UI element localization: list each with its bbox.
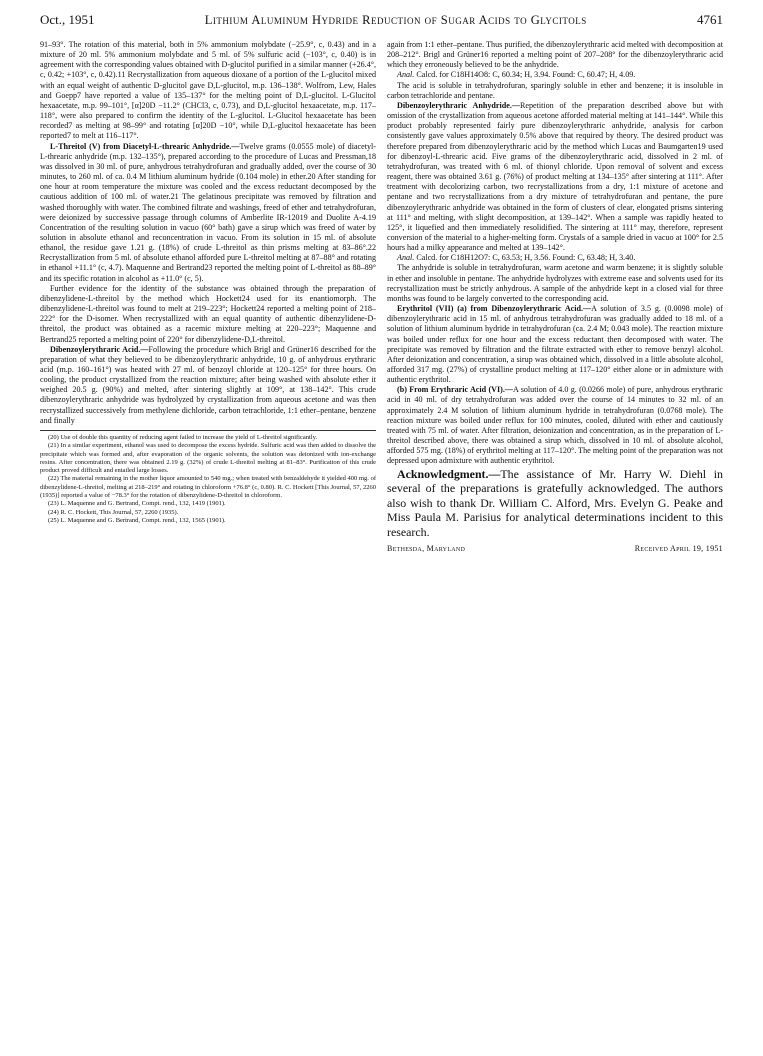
footnote: (25) L. Maquenne and G. Bertrand, Compt. rend., 132, 1565 (1901). [48,516,226,524]
analysis [387,253,723,263]
section-text: Twelve grams (0.0555 mole) of diacetyl-L-threaric anhydride (m.p. 132–135°), prepared according to the procedure of Lucas and Pressman,18 was dissolved in 30 ml. of pure, anhydrous tetrahydrofuran and gradually added, over the course of 30 minutes, to 260 ml. of ca. 0.4 M lithium aluminum hydride (0.104 mole) in ether.20 After standing for one hour at room temperature the mixture was cooled and the excess reductant decomposed by the cautious addition of 100 ml. of water.21 The gelatinous precipitate was removed by filtration and washed thoroughly with water. The combined filtrate and washings, freed of ether and tetrahydrofuran, were deionized by successive passage through columns of Amberlite IR-12019 and Duolite A-4.19 Concentration of the resulting solution in vacuo (60° bath) gave a sirup which was freed of water by solution in absolute ethanol and reconcentration in vacuo. From its solution in 15 ml. of absolute ethanol, the residue gave 1.21 g. (18%) of crude L-threitol as thin prisms melting at 83–86°.22 Recrystallization from 5 ml. of absolute ethanol afforded pure L-threitol melting at 87–88° and rotating in ethanol +11.1° (c, 4.7). Maquenne and Bertrand23 reported the melting point of L-threitol as 88–89° and its specific rotation in alcohol as +11.0° (c, 5). [40,141,376,283]
section-heading: (b) From Erythraric Acid (VI).— [397,385,513,395]
footnotes [40,430,376,525]
anhydride-section [387,101,723,253]
threitol-section [40,142,376,284]
section-heading: Erythritol (VII) (a) from Dibenzoylerythraric Acid.— [397,304,592,314]
running-header [40,12,723,34]
left-column [40,40,376,525]
section-text: A solution of 4.0 g. (0.0266 mole) of pure, anhydrous erythraric acid in 40 ml. of dry tetrahydrofuran was added over the course of 14 minutes to 32 ml. of an approximately 2.4 M solution of lithium aluminum hydride in tetrahydrofuran (0.0768 mole). The reaction mixture was boiled under reflux for 100 minutes, cooled, diluted with ether and cautiously treated with 75 ml. of water. After filtration, deionization and concentration, as in the preparation of L-threitol described above, there was obtained a sirup which, dissolved in 10 ml. of absolute alcohol, afforded 575 mg. (18%) of erythritol melting at 117–120°. The melting point of the preparation was not depressed upon admixture with authentic erythritol. [387,385,723,466]
erythritol-a-section [387,304,723,385]
erythritol-b-section [387,385,723,466]
acknowledgment [387,467,723,540]
anal-text: Calcd. for C18H12O7: C, 63.53; H, 3.56. Found: C, 63.48; H, 3.40. [416,253,636,263]
right-column [387,40,723,554]
header-date: Oct., 1951 [40,12,95,27]
dibenzoyl-acid-section [40,345,376,426]
ack-heading: Acknowledgment.— [397,466,501,481]
location: Bethesda, Maryland [387,543,466,553]
analysis [387,70,723,80]
paragraph: again from 1:1 ether–pentane. Thus purified, the dibenzoylerythraric acid melted with decomposition at 208–212°. Brigl and Grüner16 reported a melting point of 207–208° for the dibenzoylerythraric acid which they erroneously believed to be the anhydride. [387,40,723,70]
section-text: A solution of 3.5 g. (0.0098 mole) of dibenzoylerythraric acid in 15 ml. of anhydrous tetrahydrofuran was gradually added to 18 ml. of a solution of lithium aluminum hydride in tetrahydrofuran (ca. 2.4 M; 0.043 mole). The reaction mixture was boiled under reflux for one hour and the excess reductant then decomposed with water. The precipitate was removed by filtration and the filtrate extracted with ether to remove benzyl alcohol. After deionization and concentration, a sirup was obtained which, dissolved in a little absolute alcohol, afforded 317 mg. (27%) of crystalline product melting at 117–120° either alone or in admixture with authentic erythritol. [387,304,723,385]
ack-text: The assistance of Mr. Harry W. Diehl in several of the preparations is gratefully acknowledged. The authors also wish to thank Dr. William C. Alford, Mrs. Evelyn G. Peake and Miss Paula M. Parisius for analytical determinations incident to this research. [387,466,723,539]
paragraph: Further evidence for the identity of the substance was obtained through the preparation of dibenzylidene-L-threitol by the method which Hockett24 used for its enantiomorph. The dibenzylidene-L-threitol was found to melt at 219–223°; Hockett24 reported a melting point of 218–222° for the D-isomer. When recrystallized with an equal quantity of authentic dibenzylidene-D-threitol, the product was obtained as a racemic mixture melting at 220–223°; Maquenne and Bertrand25 reported a melting point of 220° for dibenzylidene-D,L-threitol. [40,283,376,344]
footnote: (22) The material remaining in the mother liquor amounted to 540 mg.; when treated with benzaldehyde it yielded 400 mg. of dibenzylidene-L-threitol, melting at 218–219° and rotating in chloroform +76.8° (c, 0.80). R. C. Hockett [This Journal, 57, 2260 (1935)] reported a value of −78.3° for the rotation of dibenzylidene-D-threitol in chloroform. [40,475,376,500]
paragraph: 91–93°. The rotation of this material, both in 5% ammonium molybdate (−25.9°, c, 0.43) and in a mixture of 20 ml. 5% ammonium molybdate and 5 ml. of 5% sulfuric acid (−103°, c, 0.40) is in agreement with the corresponding values obtained with D-glucitol purified in a similar manner (+26.4°, c, 0.42; +103°, c, 0.42).11 Recrystallization from aqueous dioxane of a portion of the L-glucitol mixed with an equal weight of authentic D-glucitol gave D,L-glucitol, m.p. 136–138°. Wolfrom, Lew, Hales and Goepp7 have reported a value of 135–137° for the melting point of D,L-glucitol. L-Glucitol hexaacetate, m.p. 99–101°, [α]20D −11.2° (CHCl3, c, 0.73), and D,L-glucitol hexaacetate, m.p. 117–118°, were also prepared to confirm the identity of the L-glucitol. L-Glucitol hexaacetate has been recorded7 as melting at 98–99° and rotating [α]20D −10°, while D,L-glucitol hexaacetate has been reported7 to melt at 116–117°. [40,40,376,141]
footnote: (21) In a similar experiment, ethanol was used to decompose the excess hydride. Sulfuric acid was then added to dissolve the precipitate which was formed and, after evaporation of the organic solvents, the solution was deionized with ion-exchange resins. After concentration, there was obtained 2.19 g. (32%) of crude L-threitol melting at 81–83°. Purification of this crude product proved difficult and entailed large losses. [40,442,376,475]
footnote: (24) R. C. Hockett, This Journal, 57, 2260 (1935). [48,508,179,516]
section-text: Repetition of the preparation described above but with omission of the crystallization from aqueous acetone afforded material melting at 141–144°. While this product probably represented fairly pure dibenzoylerythraric anhydride, analysis for carbon consistently gave values approximately 0.5% above that required by theory. The desired product was therefore prepared from dibenzoylerythraric acid by the method which Lucas and Baumgarten19 used for dibenzoyl-L-threaric acid. Five grams of the dibenzoylerythraric acid, dissolved in 2 ml. of tetrahydrofuran, was treated with 6 ml. of thionyl chloride. Upon removal of solvent and excess reagent, there was obtained 3.61 g. (76%) of product melting at 134–135° after sintering at 111°. After treatment with decolorizing carbon, two recrystallizations from a dry, 1:1 mixture of acetone and pentane and two recrystallizations from a dry mixture of tetrahydrofuran and pentane, the pure dibenzoylerythraric anhydride was obtained in the form of clusters of clear, elongated prisms sintering at 111° and melting, with slight decomposition, at 139–142°. When a sample was rapidly heated to 125°, it liquefied and then immediately resolidified. The sintering at 111° may, therefore, represent conversion of the material to a higher-melting form. Crystals of a sample dried in vacuo at 100° for 2.5 hours had a milky appearance and melted at 139–142°. [387,100,723,253]
footnote: (23) L. Maquenne and G. Bertrand, Compt. rend., 132, 1419 (1901). [48,500,226,508]
page-number: 4761 [696,12,723,27]
paragraph: The anhydride is soluble in tetrahydrofuran, warm acetone and warm benzene; it is slightly soluble in ether and insoluble in pentane. The anhydride hydrolyzes with extreme ease and solvents used for its recrystallization must be strictly anhydrous. A sample of the anhydride kept in a closed vial for three months was found to be largely converted to the corresponding acid. [387,263,723,303]
section-text: Following the procedure which Brigl and Grüner16 described for the preparation of what they believed to be dibenzoylerythraric anhydride, 10 g. of anhydrous erythraric acid (m.p. 160–161°) was heated with 27 ml. of benzoyl chloride at 120–125° for three hours. On cooling, the product crystallized from the reaction mixture; after being washed with absolute ether it weighed 20.5 g. (90%) and melted, after sintering slightly at 109°, at 138–142°. This crude dibenzoylerythraric anhydride was hydrolyzed by crystallization from aqueous acetone and was then recrystallized successively from methylene dichloride, carbon tetrachloride, 1:1 ether–pentane, benzene and finally [40,344,376,425]
section-heading: Dibenzoylerythraric Acid.— [50,344,149,354]
section-heading: L-Threitol (V) from Diacetyl-L-threaric Anhydride.— [50,141,240,151]
signature-line [387,544,723,554]
paragraph: The acid is soluble in tetrahydrofuran, sparingly soluble in ether and benzene; it is insoluble in carbon tetrachloride and pentane. [387,80,723,100]
section-heading: Dibenzoylerythraric Anhydride.— [397,100,520,110]
received-date: Received April 19, 1951 [634,543,723,553]
anal-text: Calcd. for C18H14O8: C, 60.34; H, 3.94. Found: C, 60.47; H, 4.09. [416,70,636,80]
anal-label: Anal. [397,253,415,263]
anal-label: Anal. [397,70,415,80]
footnote: (20) Use of double this quantity of reducing agent failed to increase the yield of L-threitol significantly. [48,433,318,441]
header-title: Lithium Aluminum Hydride Reduction of Sugar Acids to Glycitols [204,13,587,27]
